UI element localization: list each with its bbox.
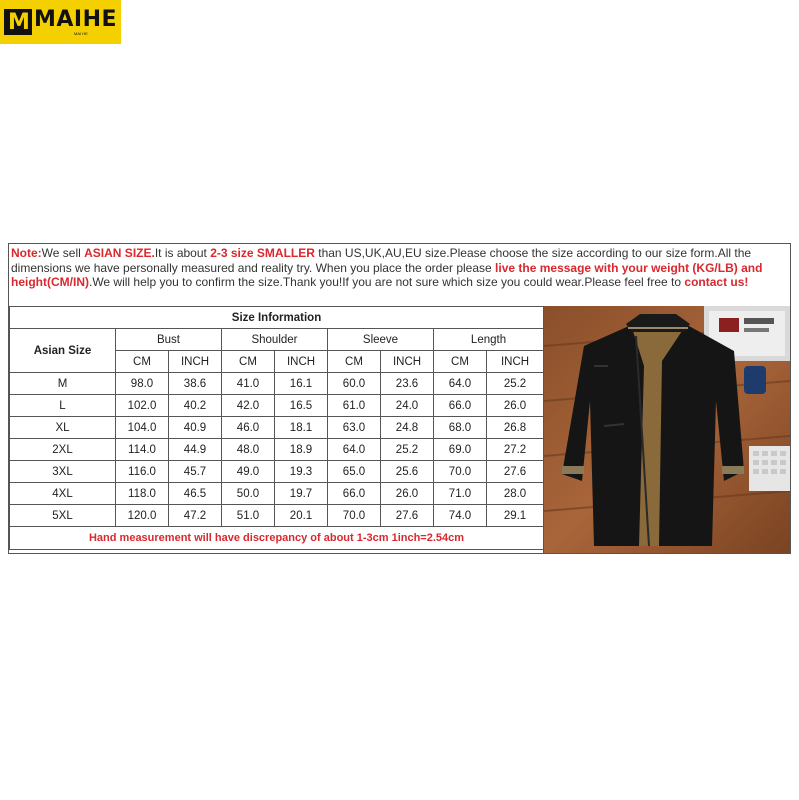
measurement-cell: 66.0 bbox=[434, 395, 487, 417]
measurement-cell: 44.9 bbox=[169, 439, 222, 461]
measurement-cell: 24.0 bbox=[381, 395, 434, 417]
size-label-cell: 3XL bbox=[10, 461, 116, 483]
unit-header: INCH bbox=[381, 351, 434, 373]
note-text-3: than US,UK,AU,EU size.Please choose the size according to our size form.All the dimensions we have personally measured and reality try. When you place the order please bbox=[11, 246, 752, 275]
size-rows bbox=[10, 373, 544, 527]
measurement-cell: 64.0 bbox=[328, 439, 381, 461]
unit-header: CM bbox=[434, 351, 487, 373]
measurement-cell: 18.1 bbox=[275, 417, 328, 439]
measurement-cell: 98.0 bbox=[116, 373, 169, 395]
measurement-cell: 40.2 bbox=[169, 395, 222, 417]
measurement-cell: 26.8 bbox=[487, 417, 544, 439]
size-label-cell: M bbox=[10, 373, 116, 395]
size-row bbox=[10, 395, 544, 417]
measurement-cell: 114.0 bbox=[116, 439, 169, 461]
unit-header: CM bbox=[116, 351, 169, 373]
measurement-cell: 71.0 bbox=[434, 483, 487, 505]
group-header-bust: Bust bbox=[116, 329, 222, 351]
measurement-cell: 20.1 bbox=[275, 505, 328, 527]
note-asian-size: ASIAN SIZE. bbox=[84, 246, 155, 260]
group-header-sleeve: Sleeve bbox=[328, 329, 434, 351]
size-row bbox=[10, 461, 544, 483]
measurement-cell: 16.5 bbox=[275, 395, 328, 417]
note-contact: contact us! bbox=[684, 275, 749, 289]
note-text-2: It is about bbox=[154, 246, 211, 260]
size-table bbox=[9, 306, 544, 550]
measurement-cell: 25.2 bbox=[487, 373, 544, 395]
measurement-cell: 23.6 bbox=[381, 373, 434, 395]
measurement-cell: 24.8 bbox=[381, 417, 434, 439]
measurement-cell: 27.6 bbox=[381, 505, 434, 527]
brand-name: MAIHE bbox=[34, 6, 118, 32]
measurement-cell: 48.0 bbox=[222, 439, 275, 461]
size-note bbox=[9, 244, 790, 306]
measurement-cell: 26.0 bbox=[487, 395, 544, 417]
measurement-cell: 70.0 bbox=[328, 505, 381, 527]
jacket-illustration-icon bbox=[544, 306, 790, 553]
note-text-4: .We will help you to confirm the size.Thank you!If you are not sure which size you could wear.Please feel free to bbox=[88, 275, 685, 289]
measurement-cell: 19.7 bbox=[275, 483, 328, 505]
measurement-cell: 69.0 bbox=[434, 439, 487, 461]
note-label: Note: bbox=[11, 246, 42, 260]
table-title: Size Information bbox=[10, 307, 544, 329]
size-row bbox=[10, 373, 544, 395]
unit-header: INCH bbox=[275, 351, 328, 373]
size-label-cell: L bbox=[10, 395, 116, 417]
measurement-cell: 42.0 bbox=[222, 395, 275, 417]
measurement-cell: 46.0 bbox=[222, 417, 275, 439]
measurement-cell: 27.6 bbox=[487, 461, 544, 483]
measurement-cell: 120.0 bbox=[116, 505, 169, 527]
measurement-cell: 70.0 bbox=[434, 461, 487, 483]
unit-header: CM bbox=[222, 351, 275, 373]
measurement-cell: 118.0 bbox=[116, 483, 169, 505]
unit-header: INCH bbox=[169, 351, 222, 373]
measurement-cell: 66.0 bbox=[328, 483, 381, 505]
size-label-cell: XL bbox=[10, 417, 116, 439]
group-header-shoulder: Shoulder bbox=[222, 329, 328, 351]
size-row bbox=[10, 417, 544, 439]
jacket-photo bbox=[543, 306, 790, 553]
measurement-cell: 27.2 bbox=[487, 439, 544, 461]
measurement-cell: 60.0 bbox=[328, 373, 381, 395]
measurement-cell: 25.6 bbox=[381, 461, 434, 483]
measurement-footer: Hand measurement will have discrepancy of about 1-3cm 1inch=2.54cm bbox=[10, 527, 544, 550]
note-text-1: We sell bbox=[41, 246, 85, 260]
measurement-cell: 47.2 bbox=[169, 505, 222, 527]
size-row bbox=[10, 483, 544, 505]
note-weight-height: live the message with your weight (KG/LB) and height(CM/IN) bbox=[11, 260, 763, 289]
measurement-cell: 25.2 bbox=[381, 439, 434, 461]
measurement-cell: 116.0 bbox=[116, 461, 169, 483]
measurement-cell: 51.0 bbox=[222, 505, 275, 527]
unit-header: INCH bbox=[487, 351, 544, 373]
measurement-cell: 49.0 bbox=[222, 461, 275, 483]
measurement-cell: 40.9 bbox=[169, 417, 222, 439]
measurement-cell: 16.1 bbox=[275, 373, 328, 395]
size-row bbox=[10, 439, 544, 461]
unit-header: CM bbox=[328, 351, 381, 373]
size-row bbox=[10, 505, 544, 527]
measurement-cell: 29.1 bbox=[487, 505, 544, 527]
measurement-cell: 102.0 bbox=[116, 395, 169, 417]
measurement-cell: 45.7 bbox=[169, 461, 222, 483]
measurement-cell: 46.5 bbox=[169, 483, 222, 505]
measurement-cell: 50.0 bbox=[222, 483, 275, 505]
measurement-cell: 65.0 bbox=[328, 461, 381, 483]
measurement-cell: 61.0 bbox=[328, 395, 381, 417]
measurement-cell: 38.6 bbox=[169, 373, 222, 395]
size-label-cell: 5XL bbox=[10, 505, 116, 527]
measurement-cell: 18.9 bbox=[275, 439, 328, 461]
size-label-cell: 2XL bbox=[10, 439, 116, 461]
measurement-cell: 26.0 bbox=[381, 483, 434, 505]
size-label-cell: 4XL bbox=[10, 483, 116, 505]
size-table-wrap bbox=[9, 306, 543, 553]
measurement-cell: 68.0 bbox=[434, 417, 487, 439]
measurement-cell: 63.0 bbox=[328, 417, 381, 439]
size-chart-sheet bbox=[8, 243, 791, 554]
measurement-cell: 104.0 bbox=[116, 417, 169, 439]
note-smaller: 2-3 size SMALLER bbox=[210, 246, 315, 260]
brand-logo bbox=[0, 0, 121, 44]
measurement-cell: 64.0 bbox=[434, 373, 487, 395]
logo-mark-icon: M bbox=[4, 9, 32, 35]
brand-tagline: MAI HE bbox=[74, 30, 88, 36]
measurement-cell: 19.3 bbox=[275, 461, 328, 483]
measurement-cell: 28.0 bbox=[487, 483, 544, 505]
measurement-cell: 74.0 bbox=[434, 505, 487, 527]
measurement-cell: 41.0 bbox=[222, 373, 275, 395]
group-header-length: Length bbox=[434, 329, 544, 351]
size-column-header: Asian Size bbox=[10, 329, 116, 373]
